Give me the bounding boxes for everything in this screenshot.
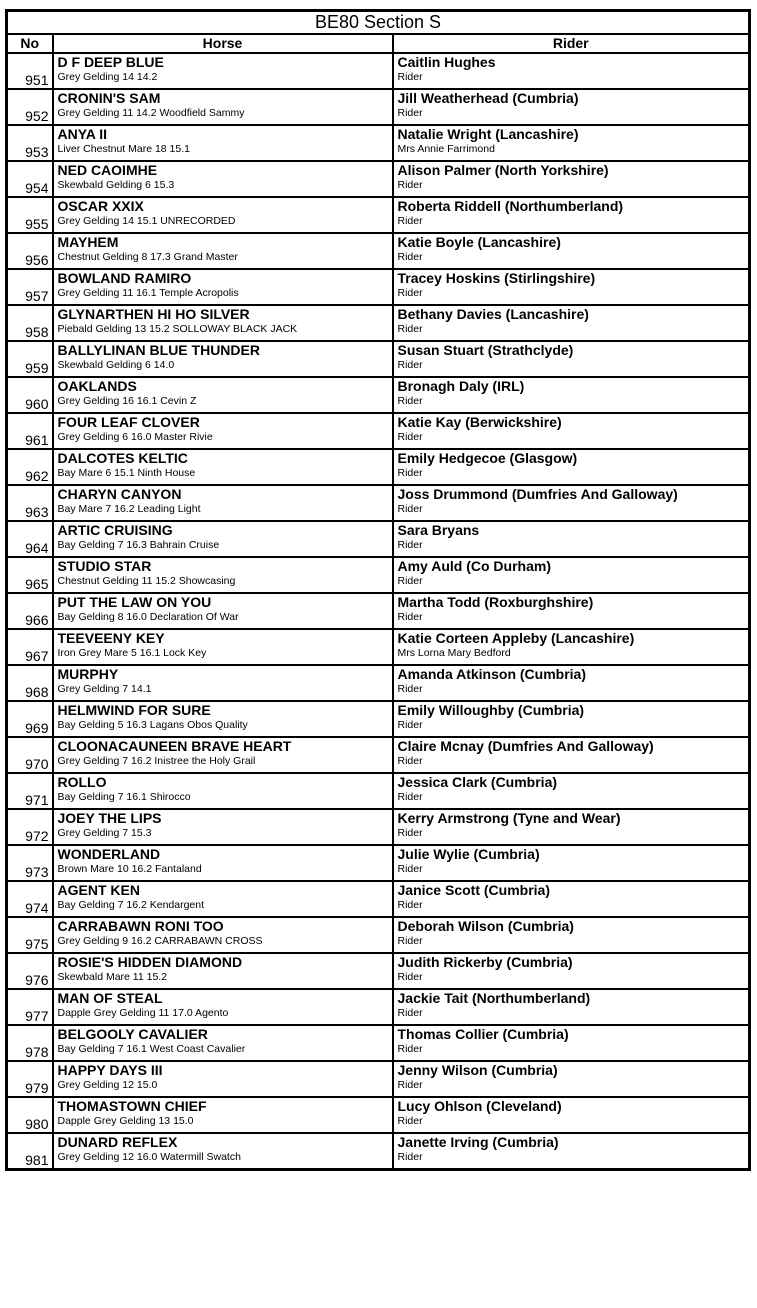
section-title: BE80 Section S — [7, 11, 750, 35]
entry-number: 971 — [7, 773, 53, 809]
table-row — [7, 881, 750, 917]
rider-cell — [393, 161, 750, 197]
table-row — [7, 521, 750, 557]
horse-cell — [53, 521, 393, 557]
rider-role: Rider — [397, 575, 423, 587]
rider-cell — [393, 1025, 750, 1061]
horse-cell — [53, 557, 393, 593]
horse-cell — [53, 701, 393, 737]
horse-details: Grey Gelding 7 15.3 — [57, 827, 152, 839]
rider-cell — [393, 233, 750, 269]
horse-name: DUNARD REFLEX — [57, 1134, 178, 1150]
horse-name: DALCOTES KELTIC — [57, 450, 188, 466]
rider-cell — [393, 701, 750, 737]
rider-name: Emily Willoughby (Cumbria) — [397, 702, 585, 718]
horse-cell — [53, 773, 393, 809]
rider-role: Rider — [397, 503, 423, 515]
rider-role: Rider — [397, 107, 423, 119]
table-row — [7, 557, 750, 593]
rider-name: Claire Mcnay (Dumfries And Galloway) — [397, 738, 654, 754]
rider-role: Rider — [397, 539, 423, 551]
rider-role: Rider — [397, 755, 423, 767]
rider-role: Rider — [397, 359, 423, 371]
table-row — [7, 773, 750, 809]
rider-name: Alison Palmer (North Yorkshire) — [397, 162, 609, 178]
horse-cell — [53, 233, 393, 269]
horse-cell — [53, 917, 393, 953]
rider-role: Rider — [397, 719, 423, 731]
horse-details: Dapple Grey Gelding 11 17.0 Agento — [57, 1007, 229, 1019]
horse-name: HELMWIND FOR SURE — [57, 702, 211, 718]
rider-role: Rider — [397, 431, 423, 443]
entry-number: 958 — [7, 305, 53, 341]
rider-role: Rider — [397, 1115, 423, 1127]
rider-role: Rider — [397, 791, 423, 803]
table-row — [7, 89, 750, 125]
horse-details: Bay Gelding 8 16.0 Declaration Of War — [57, 611, 239, 623]
horse-details: Skewbald Gelding 6 14.0 — [57, 359, 175, 371]
rider-cell — [393, 665, 750, 701]
rider-role: Mrs Lorna Mary Bedford — [397, 647, 511, 659]
horse-name: ROLLO — [57, 774, 107, 790]
rider-name: Deborah Wilson (Cumbria) — [397, 918, 574, 934]
horse-name: OSCAR XXIX — [57, 198, 144, 214]
rider-name: Joss Drummond (Dumfries And Galloway) — [397, 486, 678, 502]
entry-number: 954 — [7, 161, 53, 197]
horse-details: Grey Gelding 11 14.2 Woodfield Sammy — [57, 107, 245, 119]
horse-details: Grey Gelding 14 15.1 UNRECORDED — [57, 215, 236, 227]
rider-cell — [393, 89, 750, 125]
rider-role: Rider — [397, 827, 423, 839]
horse-cell — [53, 1025, 393, 1061]
rider-role: Rider — [397, 683, 423, 695]
horse-cell — [53, 269, 393, 305]
table-row — [7, 125, 750, 161]
rider-cell — [393, 521, 750, 557]
entry-number: 964 — [7, 521, 53, 557]
horse-details: Bay Gelding 7 16.3 Bahrain Cruise — [57, 539, 220, 551]
rider-cell — [393, 449, 750, 485]
table-row — [7, 269, 750, 305]
table-row — [7, 53, 750, 89]
horse-details: Grey Gelding 16 16.1 Cevin Z — [57, 395, 197, 407]
horse-name: ARTIC CRUISING — [57, 522, 173, 538]
horse-name: AGENT KEN — [57, 882, 140, 898]
horse-cell — [53, 1061, 393, 1097]
horse-details: Bay Gelding 7 16.1 West Coast Cavalier — [57, 1043, 246, 1055]
horse-cell — [53, 341, 393, 377]
table-row — [7, 377, 750, 413]
rider-role: Rider — [397, 971, 423, 983]
rider-name: Bronagh Daly (IRL) — [397, 378, 525, 394]
rider-name: Janice Scott (Cumbria) — [397, 882, 550, 898]
rider-cell — [393, 377, 750, 413]
table-row — [7, 1061, 750, 1097]
rider-name: Judith Rickerby (Cumbria) — [397, 954, 573, 970]
rider-role: Rider — [397, 179, 423, 191]
header-no: No — [7, 34, 53, 53]
rider-role: Rider — [397, 1043, 423, 1055]
entries-table — [5, 9, 751, 1171]
rider-cell — [393, 917, 750, 953]
horse-details: Grey Gelding 11 16.1 Temple Acropolis — [57, 287, 239, 299]
rider-cell — [393, 1061, 750, 1097]
horse-cell — [53, 89, 393, 125]
rider-name: Jill Weatherhead (Cumbria) — [397, 90, 579, 106]
horse-name: TEEVEENY KEY — [57, 630, 165, 646]
horse-name: CRONIN'S SAM — [57, 90, 161, 106]
horse-details: Chestnut Gelding 11 15.2 Showcasing — [57, 575, 236, 587]
entry-number: 957 — [7, 269, 53, 305]
rider-name: Caitlin Hughes — [397, 54, 496, 70]
horse-details: Bay Gelding 7 16.1 Shirocco — [57, 791, 191, 803]
horse-name: BELGOOLY CAVALIER — [57, 1026, 208, 1042]
horse-name: MAYHEM — [57, 234, 119, 250]
rider-cell — [393, 557, 750, 593]
table-row — [7, 197, 750, 233]
horse-cell — [53, 305, 393, 341]
horse-details: Bay Gelding 7 16.2 Kendargent — [57, 899, 205, 911]
rider-name: Amanda Atkinson (Cumbria) — [397, 666, 586, 682]
rider-role: Rider — [397, 215, 423, 227]
horse-details: Skewbald Mare 11 15.2 — [57, 971, 168, 983]
horse-cell — [53, 485, 393, 521]
entry-number: 961 — [7, 413, 53, 449]
rider-cell — [393, 845, 750, 881]
rider-name: Amy Auld (Co Durham) — [397, 558, 551, 574]
entry-number: 966 — [7, 593, 53, 629]
rider-name: Emily Hedgecoe (Glasgow) — [397, 450, 578, 466]
horse-name: JOEY THE LIPS — [57, 810, 162, 826]
table-row — [7, 485, 750, 521]
rider-name: Bethany Davies (Lancashire) — [397, 306, 589, 322]
horse-name: CARRABAWN RONI TOO — [57, 918, 224, 934]
horse-cell — [53, 629, 393, 665]
horse-details: Brown Mare 10 16.2 Fantaland — [57, 863, 202, 875]
rider-cell — [393, 413, 750, 449]
table-row — [7, 1133, 750, 1170]
rider-name: Susan Stuart (Strathclyde) — [397, 342, 574, 358]
entry-number: 968 — [7, 665, 53, 701]
entry-number: 978 — [7, 1025, 53, 1061]
horse-details: Liver Chestnut Mare 18 15.1 — [57, 143, 190, 155]
horse-cell — [53, 989, 393, 1025]
horse-details: Grey Gelding 14 14.2 — [57, 71, 158, 83]
horse-cell — [53, 845, 393, 881]
rider-name: Sara Bryans — [397, 522, 480, 538]
title-row — [7, 11, 750, 35]
horse-cell — [53, 161, 393, 197]
table-row — [7, 809, 750, 845]
rider-name: Katie Corteen Appleby (Lancashire) — [397, 630, 635, 646]
rider-name: Roberta Riddell (Northumberland) — [397, 198, 624, 214]
horse-details: Dapple Grey Gelding 13 15.0 — [57, 1115, 194, 1127]
rider-cell — [393, 809, 750, 845]
horse-name: OAKLANDS — [57, 378, 137, 394]
rider-cell — [393, 485, 750, 521]
entry-number: 959 — [7, 341, 53, 377]
rider-name: Katie Boyle (Lancashire) — [397, 234, 561, 250]
entry-number: 952 — [7, 89, 53, 125]
rider-name: Martha Todd (Roxburghshire) — [397, 594, 594, 610]
entry-number: 953 — [7, 125, 53, 161]
horse-cell — [53, 881, 393, 917]
entry-number: 972 — [7, 809, 53, 845]
entry-number: 969 — [7, 701, 53, 737]
horse-name: MAN OF STEAL — [57, 990, 163, 1006]
entry-number: 965 — [7, 557, 53, 593]
rider-role: Rider — [397, 287, 423, 299]
entry-number: 977 — [7, 989, 53, 1025]
horse-details: Grey Gelding 6 16.0 Master Rivie — [57, 431, 213, 443]
horse-details: Grey Gelding 7 14.1 — [57, 683, 152, 695]
rider-role: Rider — [397, 395, 423, 407]
rider-name: Katie Kay (Berwickshire) — [397, 414, 562, 430]
rider-role: Mrs Annie Farrimond — [397, 143, 495, 155]
horse-details: Grey Gelding 12 15.0 — [57, 1079, 158, 1091]
entry-number: 967 — [7, 629, 53, 665]
rider-name: Thomas Collier (Cumbria) — [397, 1026, 569, 1042]
entry-number: 951 — [7, 53, 53, 89]
entries-sheet — [5, 9, 748, 1171]
table-row — [7, 341, 750, 377]
header-horse: Horse — [53, 34, 393, 53]
horse-cell — [53, 1097, 393, 1133]
table-row — [7, 917, 750, 953]
horse-cell — [53, 953, 393, 989]
entry-number: 979 — [7, 1061, 53, 1097]
table-row — [7, 1097, 750, 1133]
table-row — [7, 233, 750, 269]
table-row — [7, 1025, 750, 1061]
table-row — [7, 845, 750, 881]
entries-body — [7, 53, 750, 1170]
horse-name: NED CAOIMHE — [57, 162, 158, 178]
horse-cell — [53, 377, 393, 413]
entry-number: 980 — [7, 1097, 53, 1133]
table-row — [7, 737, 750, 773]
horse-name: BALLYLINAN BLUE THUNDER — [57, 342, 260, 358]
horse-details: Grey Gelding 12 16.0 Watermill Swatch — [57, 1151, 241, 1163]
table-row — [7, 989, 750, 1025]
entry-number: 955 — [7, 197, 53, 233]
horse-cell — [53, 413, 393, 449]
rider-cell — [393, 593, 750, 629]
horse-cell — [53, 53, 393, 89]
table-row — [7, 305, 750, 341]
horse-details: Chestnut Gelding 8 17.3 Grand Master — [57, 251, 238, 263]
rider-role: Rider — [397, 71, 423, 83]
horse-details: Bay Mare 7 16.2 Leading Light — [57, 503, 201, 515]
rider-name: Natalie Wright (Lancashire) — [397, 126, 579, 142]
horse-details: Skewbald Gelding 6 15.3 — [57, 179, 175, 191]
rider-cell — [393, 1097, 750, 1133]
rider-cell — [393, 197, 750, 233]
rider-cell — [393, 953, 750, 989]
rider-cell — [393, 773, 750, 809]
rider-cell — [393, 53, 750, 89]
horse-cell — [53, 809, 393, 845]
horse-cell — [53, 1133, 393, 1170]
rider-cell — [393, 341, 750, 377]
rider-role: Rider — [397, 611, 423, 623]
horse-name: STUDIO STAR — [57, 558, 152, 574]
rider-role: Rider — [397, 1079, 423, 1091]
horse-name: MURPHY — [57, 666, 119, 682]
rider-name: Lucy Ohlson (Cleveland) — [397, 1098, 562, 1114]
rider-cell — [393, 305, 750, 341]
horse-cell — [53, 449, 393, 485]
rider-cell — [393, 989, 750, 1025]
rider-role: Rider — [397, 1007, 423, 1019]
horse-details: Grey Gelding 9 16.2 CARRABAWN CROSS — [57, 935, 263, 947]
rider-role: Rider — [397, 899, 423, 911]
horse-details: Bay Mare 6 15.1 Ninth House — [57, 467, 196, 479]
rider-role: Rider — [397, 863, 423, 875]
header-rider: Rider — [393, 34, 750, 53]
rider-name: Tracey Hoskins (Stirlingshire) — [397, 270, 596, 286]
horse-details: Iron Grey Mare 5 16.1 Lock Key — [57, 647, 207, 659]
rider-role: Rider — [397, 323, 423, 335]
rider-cell — [393, 881, 750, 917]
header-row — [7, 34, 750, 53]
rider-cell — [393, 737, 750, 773]
horse-name: GLYNARTHEN HI HO SILVER — [57, 306, 250, 322]
table-row — [7, 629, 750, 665]
rider-name: Janette Irving (Cumbria) — [397, 1134, 559, 1150]
table-row — [7, 953, 750, 989]
horse-name: ANYA II — [57, 126, 108, 142]
rider-name: Jackie Tait (Northumberland) — [397, 990, 591, 1006]
rider-name: Julie Wylie (Cumbria) — [397, 846, 540, 862]
horse-cell — [53, 665, 393, 701]
rider-role: Rider — [397, 467, 423, 479]
rider-name: Kerry Armstrong (Tyne and Wear) — [397, 810, 621, 826]
rider-cell — [393, 125, 750, 161]
rider-cell — [393, 269, 750, 305]
entry-number: 960 — [7, 377, 53, 413]
entry-number: 981 — [7, 1133, 53, 1170]
horse-name: CHARYN CANYON — [57, 486, 182, 502]
table-row — [7, 413, 750, 449]
table-row — [7, 701, 750, 737]
table-row — [7, 161, 750, 197]
rider-cell — [393, 629, 750, 665]
horse-details: Bay Gelding 5 16.3 Lagans Obos Quality — [57, 719, 248, 731]
table-row — [7, 593, 750, 629]
entry-number: 974 — [7, 881, 53, 917]
rider-name: Jenny Wilson (Cumbria) — [397, 1062, 558, 1078]
rider-role: Rider — [397, 935, 423, 947]
rider-name: Jessica Clark (Cumbria) — [397, 774, 558, 790]
rider-role: Rider — [397, 251, 423, 263]
horse-name: FOUR LEAF CLOVER — [57, 414, 200, 430]
horse-name: PUT THE LAW ON YOU — [57, 594, 212, 610]
horse-cell — [53, 197, 393, 233]
entry-number: 970 — [7, 737, 53, 773]
horse-name: BOWLAND RAMIRO — [57, 270, 192, 286]
entry-number: 973 — [7, 845, 53, 881]
horse-cell — [53, 125, 393, 161]
table-row — [7, 449, 750, 485]
horse-details: Piebald Gelding 13 15.2 SOLLOWAY BLACK JACK — [57, 323, 298, 335]
horse-name: ROSIE'S HIDDEN DIAMOND — [57, 954, 243, 970]
entry-number: 976 — [7, 953, 53, 989]
entry-number: 962 — [7, 449, 53, 485]
horse-name: THOMASTOWN CHIEF — [57, 1098, 207, 1114]
horse-name: HAPPY DAYS III — [57, 1062, 163, 1078]
horse-cell — [53, 737, 393, 773]
table-row — [7, 665, 750, 701]
entry-number: 975 — [7, 917, 53, 953]
horse-details: Grey Gelding 7 16.2 Inistree the Holy Grail — [57, 755, 256, 767]
entry-number: 963 — [7, 485, 53, 521]
horse-cell — [53, 593, 393, 629]
horse-name: CLOONACAUNEEN BRAVE HEART — [57, 738, 292, 754]
rider-cell — [393, 1133, 750, 1170]
horse-name: WONDERLAND — [57, 846, 161, 862]
horse-name: D F DEEP BLUE — [57, 54, 164, 70]
rider-role: Rider — [397, 1151, 423, 1163]
entry-number: 956 — [7, 233, 53, 269]
